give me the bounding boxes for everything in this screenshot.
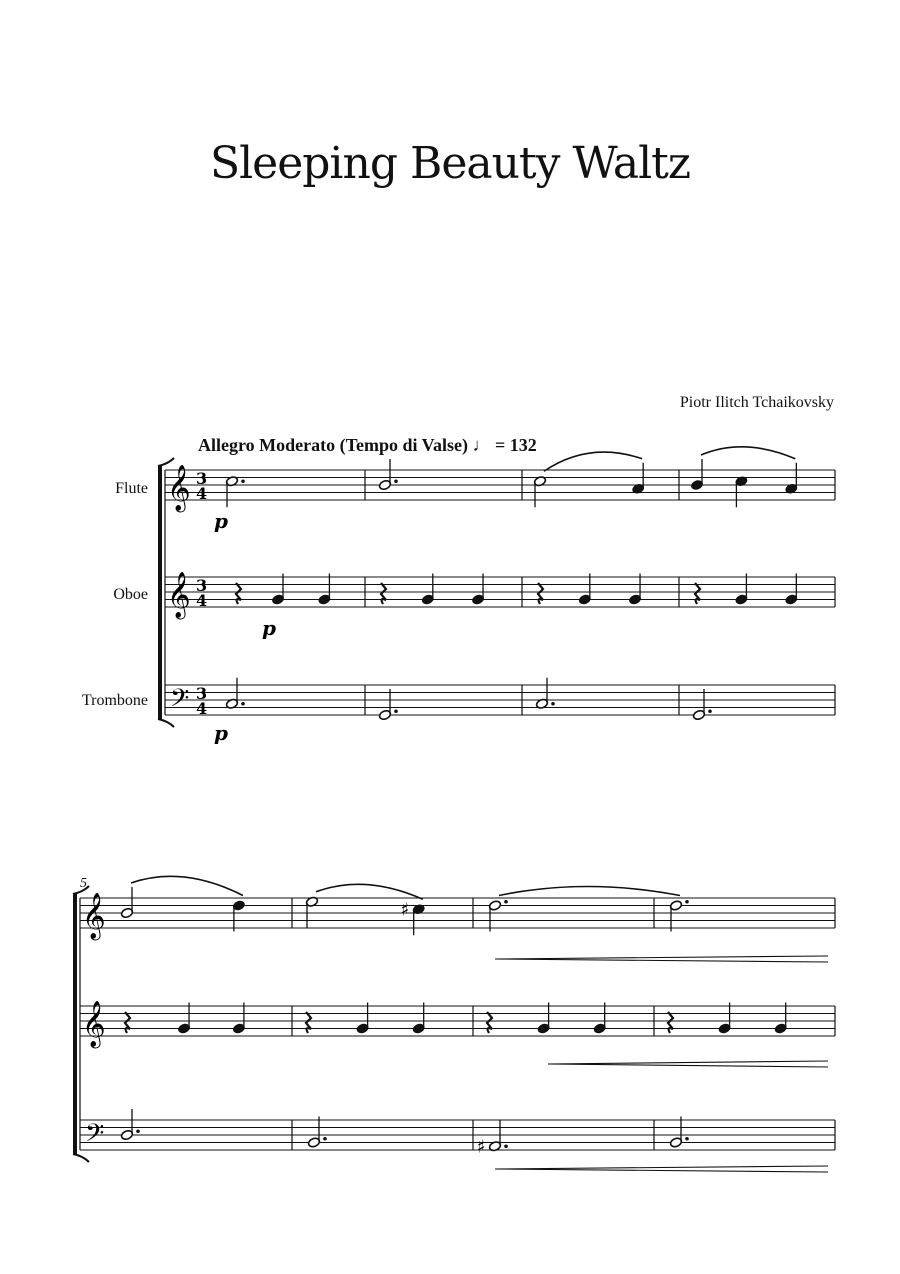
time-signature-denominator: 4 <box>196 699 208 718</box>
treble-clef-icon: 𝄞 <box>82 1001 106 1047</box>
augmentation-dot <box>136 1129 140 1133</box>
quarter-rest <box>125 1012 130 1033</box>
tempo-text: Allegro Moderato (Tempo di Valse) <box>198 435 468 455</box>
quarter-rest <box>236 583 241 604</box>
time-signature-numerator: 3 <box>196 684 208 703</box>
treble-clef-icon: 𝄞 <box>167 465 191 511</box>
augmentation-dot <box>504 1144 508 1148</box>
slur <box>499 887 680 896</box>
time-signature-denominator: 4 <box>196 484 208 503</box>
decrescendo-hairpin-bottom <box>495 959 828 962</box>
decrescendo-hairpin-bottom <box>495 1169 828 1172</box>
system-bracket-hook-bottom <box>73 1154 89 1162</box>
augmentation-dot <box>394 709 398 713</box>
decrescendo-hairpin-top <box>495 1166 828 1169</box>
quarter-rest <box>668 1012 673 1033</box>
quarter-note-icon: ♩ <box>472 435 491 455</box>
decrescendo-hairpin-top <box>548 1061 828 1064</box>
quarter-rest <box>538 583 543 604</box>
augmentation-dot <box>504 900 508 904</box>
augmentation-dot <box>394 479 398 483</box>
augmentation-dot <box>323 1137 327 1141</box>
treble-clef-icon: 𝄞 <box>167 572 191 618</box>
bass-clef-icon: 𝄢 <box>170 684 190 719</box>
composer-name: Piotr Ilitch Tchaikovsky <box>679 394 834 411</box>
dynamic-marking: p <box>262 616 276 640</box>
quarter-rest <box>695 583 700 604</box>
sharp-accidental: ♯ <box>477 1136 486 1158</box>
tempo-bpm: = 132 <box>495 435 537 455</box>
instrument-label-oboe: Oboe <box>113 586 148 603</box>
augmentation-dot <box>685 1137 689 1141</box>
slur <box>544 452 642 471</box>
instrument-label-trombone: Trombone <box>81 692 148 709</box>
dynamic-marking: p <box>214 509 228 533</box>
treble-clef-icon: 𝄞 <box>82 893 106 939</box>
quarter-rest <box>306 1012 311 1033</box>
slur <box>131 876 243 895</box>
time-signature-numerator: 3 <box>196 469 208 488</box>
piece-title: Sleeping Beauty Waltz <box>209 138 691 189</box>
measure-number: 5 <box>80 876 87 891</box>
system-bracket-hook-bottom <box>158 719 174 727</box>
slur <box>701 447 795 459</box>
quarter-rest <box>381 583 386 604</box>
decrescendo-hairpin-bottom <box>548 1064 828 1067</box>
augmentation-dot <box>551 702 555 706</box>
decrescendo-hairpin-top <box>495 956 828 959</box>
augmentation-dot <box>241 702 245 706</box>
time-signature-denominator: 4 <box>196 591 208 610</box>
time-signature-numerator: 3 <box>196 576 208 595</box>
augmentation-dot <box>685 900 689 904</box>
quarter-rest <box>487 1012 492 1033</box>
dynamic-marking: p <box>214 721 228 745</box>
slur <box>316 884 423 899</box>
augmentation-dot <box>241 479 245 483</box>
augmentation-dot <box>708 709 712 713</box>
bass-clef-icon: 𝄢 <box>85 1119 105 1154</box>
sharp-accidental: ♯ <box>400 899 410 921</box>
instrument-label-flute: Flute <box>115 480 148 497</box>
